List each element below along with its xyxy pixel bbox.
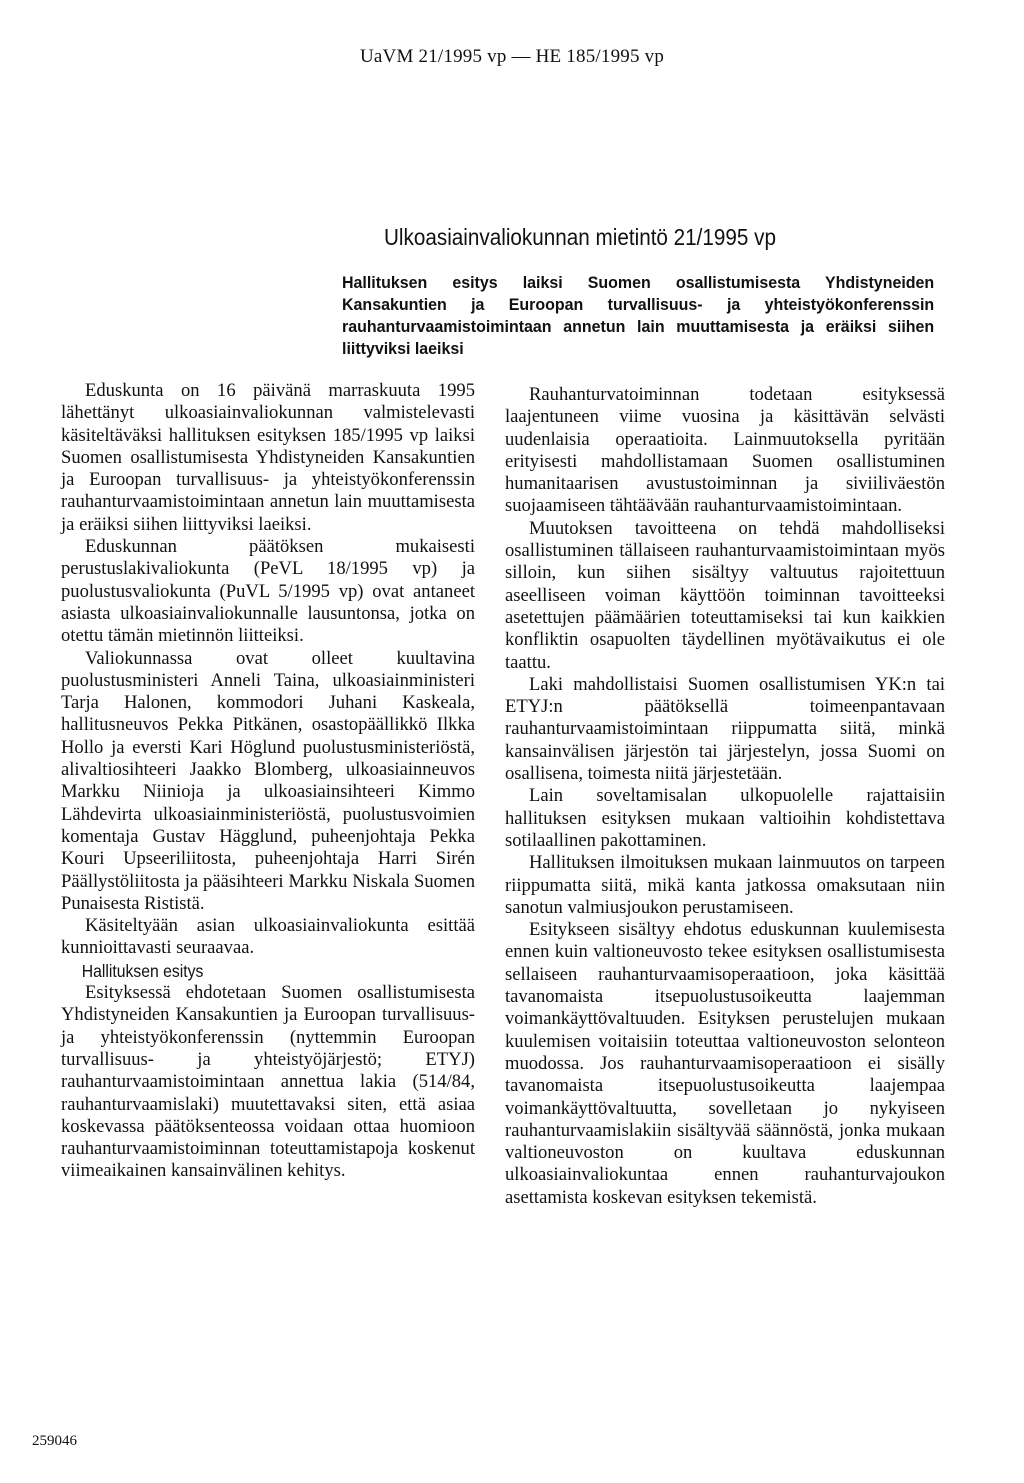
right-column — [505, 384, 945, 1209]
paragraph: Esityksessä ehdotetaan Suomen osallistumisesta Yhdistyneiden Kansakuntien ja Euroopan turvallisuus- ja yhteistyökonferenssin (nyttemmin Euroopan turvallisuus- ja yhteistyöjärjestö; ETYJ) rauhanturvaamistoimintaan annettua lakia (514/84, rauhanturvaamislaki) muutettavaksi siten, että asiaa koskevassa päätöksenteossa voidaan ottaa huomioon rauhanturvaamistoiminnan toteuttamistapoja koskenut viimeaikainen kansainvälinen kehitys. — [61, 982, 475, 1182]
left-column — [61, 380, 475, 1183]
paragraph: Käsiteltyään asian ulkoasiainvaliokunta esittää kunnioittavasti seuraavaa. — [61, 915, 475, 959]
paragraph: Valiokunnassa ovat olleet kuultavina puolustusministeri Anneli Taina, ulkoasiainministeri Tarja Halonen, kommodori Juhani Kaskeala, hallitusneuvos Pekka Pitkänen, osastopäällikkö Ilkka Hollo ja eversti Kari Höglund puolustusministeriöstä, alivaltiosihteeri Jaakko Blomberg, ulkoasiainneuvos Markku Niinioja ja ulkoasiainsihteeri Kimmo Lähdevirta ulkoasiainministeriöstä, puolustusvoimien komentaja Gustav Hägglund, puheenjohtaja Pekka Kouri Upseeriliitosta, puheenjohtaja Harri Sirén Päällystöliitosta ja pääsihteeri Markku Niskala Suomen Punaisesta Rististä. — [61, 647, 475, 914]
paragraph: Eduskunta on 16 päivänä marraskuuta 1995 lähettänyt ulkoasiainvaliokunnan valmistelevasti käsiteltäväksi hallituksen esityksen 185/1995 vp laiksi Suomen osallistumisesta Yhdistyneiden Kansakuntien ja Euroopan turvallisuus- ja yhteistyökonferenssin rauhanturvaamistoimintaan annetun lain muuttamisesta ja eräiksi siihen liittyviksi laeiksi. — [61, 380, 475, 535]
running-header: UaVM 21/1995 vp — HE 185/1995 vp — [359, 46, 665, 67]
document-number: 259046 — [32, 1433, 77, 1449]
paragraph: Esitykseen sisältyy ehdotus eduskunnan kuulemisesta ennen kuin valtioneuvosto tekee esityksen osallistumisesta sellaiseen rauhanturvaamisoperaatioon, joka käsittää tavanomaista itsepuolustusoikeutta laajemman voimankäyttövaltuuden. Esityksen perustelujen mukaan kuulemisen voitaisiin toteuttaa valtioneuvoston selonteon muodossa. Jos rauhanturvaamisoperaatioon ei sisälly tavanomaista itsepuolustusoikeutta laajempaa voimankäyttövaltuutta, sovelletaan jo nykyiseen rauhanturvaamislakiin sisältyvää säännöstä, jonka mukaan valtioneuvoston on kuultava eduskunnan ulkoasiainvaliokuntaa ennen rauhanturvajoukon asettamista koskevan esityksen tekemistä. — [505, 919, 945, 1208]
report-title: Ulkoasiainvaliokunnan mietintö 21/1995 vp — [384, 224, 777, 250]
paragraph: Lain soveltamisalan ulkopuolelle rajattaisiin hallituksen esityksen mukaan valtioihin kohdistettava sotilaallinen pakottaminen. — [505, 785, 945, 851]
report-subtitle: Hallituksen esitys laiksi Suomen osallistumisesta Yhdistyneiden Kansakuntien ja Euroopan turvallisuus- ja yhteistyökonferenssin rauhanturvaamistoimintaan annetun lain muuttamisesta ja eräiksi siihen liittyviksi laeiksi — [342, 273, 935, 358]
paragraph: Muutoksen tavoitteena on tehdä mahdolliseksi osallistuminen tällaiseen rauhanturvaamistoimintaan myös silloin, kun siihen sisältyy valtuutus rajoitettuun aseelliseen voiman käyttöön toiminnan tavoitteeksi asetettujen päämäärien toteuttamiseksi tai kun kaikkien konfliktin osapuolten täydellinen myötävaikutus ei ole taattu. — [505, 517, 945, 673]
paragraph: Eduskunnan päätöksen mukaisesti perustuslakivaliokunta (PeVL 18/1995 vp) ja puolustusvaliokunta (PuVL 5/1995 vp) ovat antaneet asiasta ulkoasiainvaliokunnalle lausuntonsa, jotka on otettu tämän mietinnön liitteiksi. — [61, 536, 475, 647]
paragraph: Laki mahdollistaisi Suomen osallistumisen YK:n tai ETYJ:n päätöksellä toimeenpantavaan rauhanturvaamistoimintaan riippumatta siitä, minkä kansainvälisen järjestön tai järjestelyn, jossa Suomi on osallisena, toimesta niitä järjestetään. — [505, 673, 945, 785]
paragraph: Rauhanturvatoiminnan todetaan esityksessä laajentuneen viime vuosina ja käsittävän selvästi uudenlaisia operaatioita. Lainmuutoksella pyritään erityisesti mahdollistamaan Suomen osallistuminen humanitaarisen avustustoiminnan ja siviiliväestön suojaamiseen tähtäävään rauhanturvaamistoimintaan. — [505, 384, 945, 517]
paragraph: Hallituksen ilmoituksen mukaan lainmuutos on tarpeen riippumatta siitä, mikä kanta jatkossa omaksutaan niin sanotun valmiusjoukon perustamiseen. — [505, 852, 945, 918]
section-heading: Hallituksen esitys — [81, 960, 204, 981]
